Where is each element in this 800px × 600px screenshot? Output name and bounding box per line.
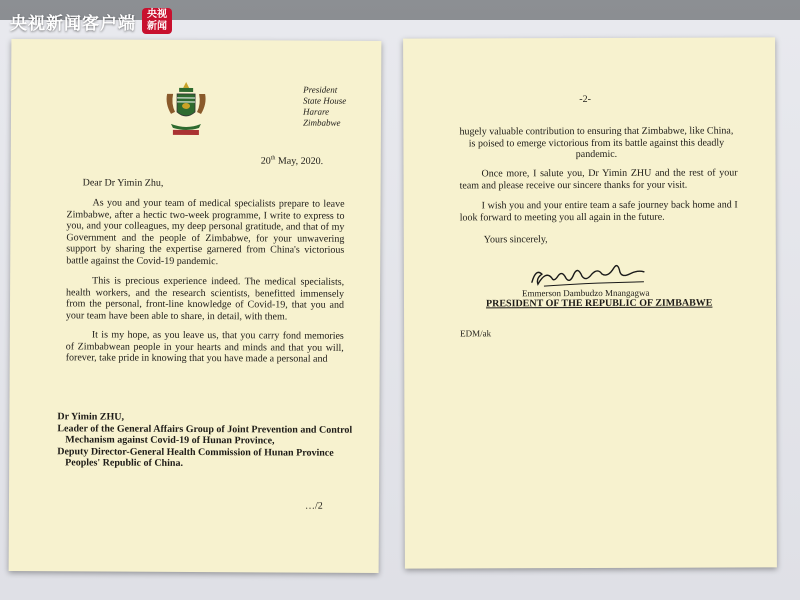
- cctv-news-logo: [142, 8, 172, 34]
- recipient-line: Mechanism against Covid-19 of Hunan Province,: [65, 434, 275, 447]
- paragraph-1: As you and your team of medical specialists prepare to leave Zimbabwe, after a hectic two-week programme, I write to express to you, and your colleagues, my deep personal gratitude, and that of my Government and the people of Zimbabwe, for your unwavering support by sharing the expertise garnered from China's victorious battle against the Covid-19 pandemic.: [66, 197, 345, 267]
- paragraph-2: Once more, I salute you, Dr Yimin ZHU and the rest of your team and please receive our sincere thanks for your visit.: [459, 167, 738, 191]
- recipient-line: Leader of the General Affairs Group of Joint Prevention and Control: [57, 422, 353, 436]
- recipient-line: Deputy Director-General Health Commission of Hunan Province: [57, 446, 334, 459]
- page-number: -2-: [579, 93, 591, 106]
- logo-line-1: 央视: [147, 9, 167, 20]
- logo-line-2: 新闻: [147, 21, 167, 32]
- date-rest: May, 2020.: [275, 155, 324, 167]
- recipient-block: [57, 411, 357, 471]
- address-line: State House: [303, 95, 347, 106]
- address-line: President: [303, 84, 338, 95]
- closing: Yours sincerely,: [483, 234, 548, 246]
- coat-of-arms-icon: [161, 80, 211, 140]
- continued-marker: …/2: [304, 500, 323, 512]
- sender-address: [303, 85, 346, 129]
- paragraph-3: I wish you and your entire team a safe journey back home and I look forward to meeting you all again in the future.: [459, 199, 738, 223]
- cctv-news-watermark: [10, 8, 172, 34]
- reference-code: EDM/ak: [460, 328, 492, 339]
- recipient-line: Peoples' Republic of China.: [65, 457, 183, 470]
- signatory-name: Emmerson Dambudzo Mnangagwa: [521, 287, 650, 299]
- signatory-title: PRESIDENT OF THE REPUBLIC OF ZIMBABWE: [485, 297, 713, 310]
- date-day: 20: [260, 155, 271, 167]
- paragraph-2: This is precious experience indeed. The medical specialists, health workers, and the research scientists, benefitted immensely from the personal, front-line knowledge of Covid-19, that you and your team have been able to share, in detail, with them.: [65, 275, 345, 322]
- address-line: Zimbabwe: [302, 117, 341, 128]
- paragraph-3: It is my hope, as you leave us, that you carry fond memories of Zimbabwean people in your hearts and minds and that you will, forever, take pride in knowing that you have made a personal and: [65, 329, 344, 365]
- paragraph-1: hugely valuable contribution to ensuring that Zimbabwe, like China, is poised to emerge victorious from its battle against this deadly pandemic.: [459, 125, 734, 161]
- letter-page-2: [403, 37, 777, 568]
- watermark-text: 央视新闻客户端: [10, 13, 136, 34]
- address-line: Harare: [302, 106, 330, 117]
- salutation: Dear Dr Yimin Zhu,: [82, 177, 164, 189]
- letter-date: [261, 155, 323, 167]
- date-suffix: th: [270, 155, 276, 162]
- letter-page-1: [9, 39, 382, 573]
- recipient-line: Dr Yimin ZHU,: [57, 411, 125, 423]
